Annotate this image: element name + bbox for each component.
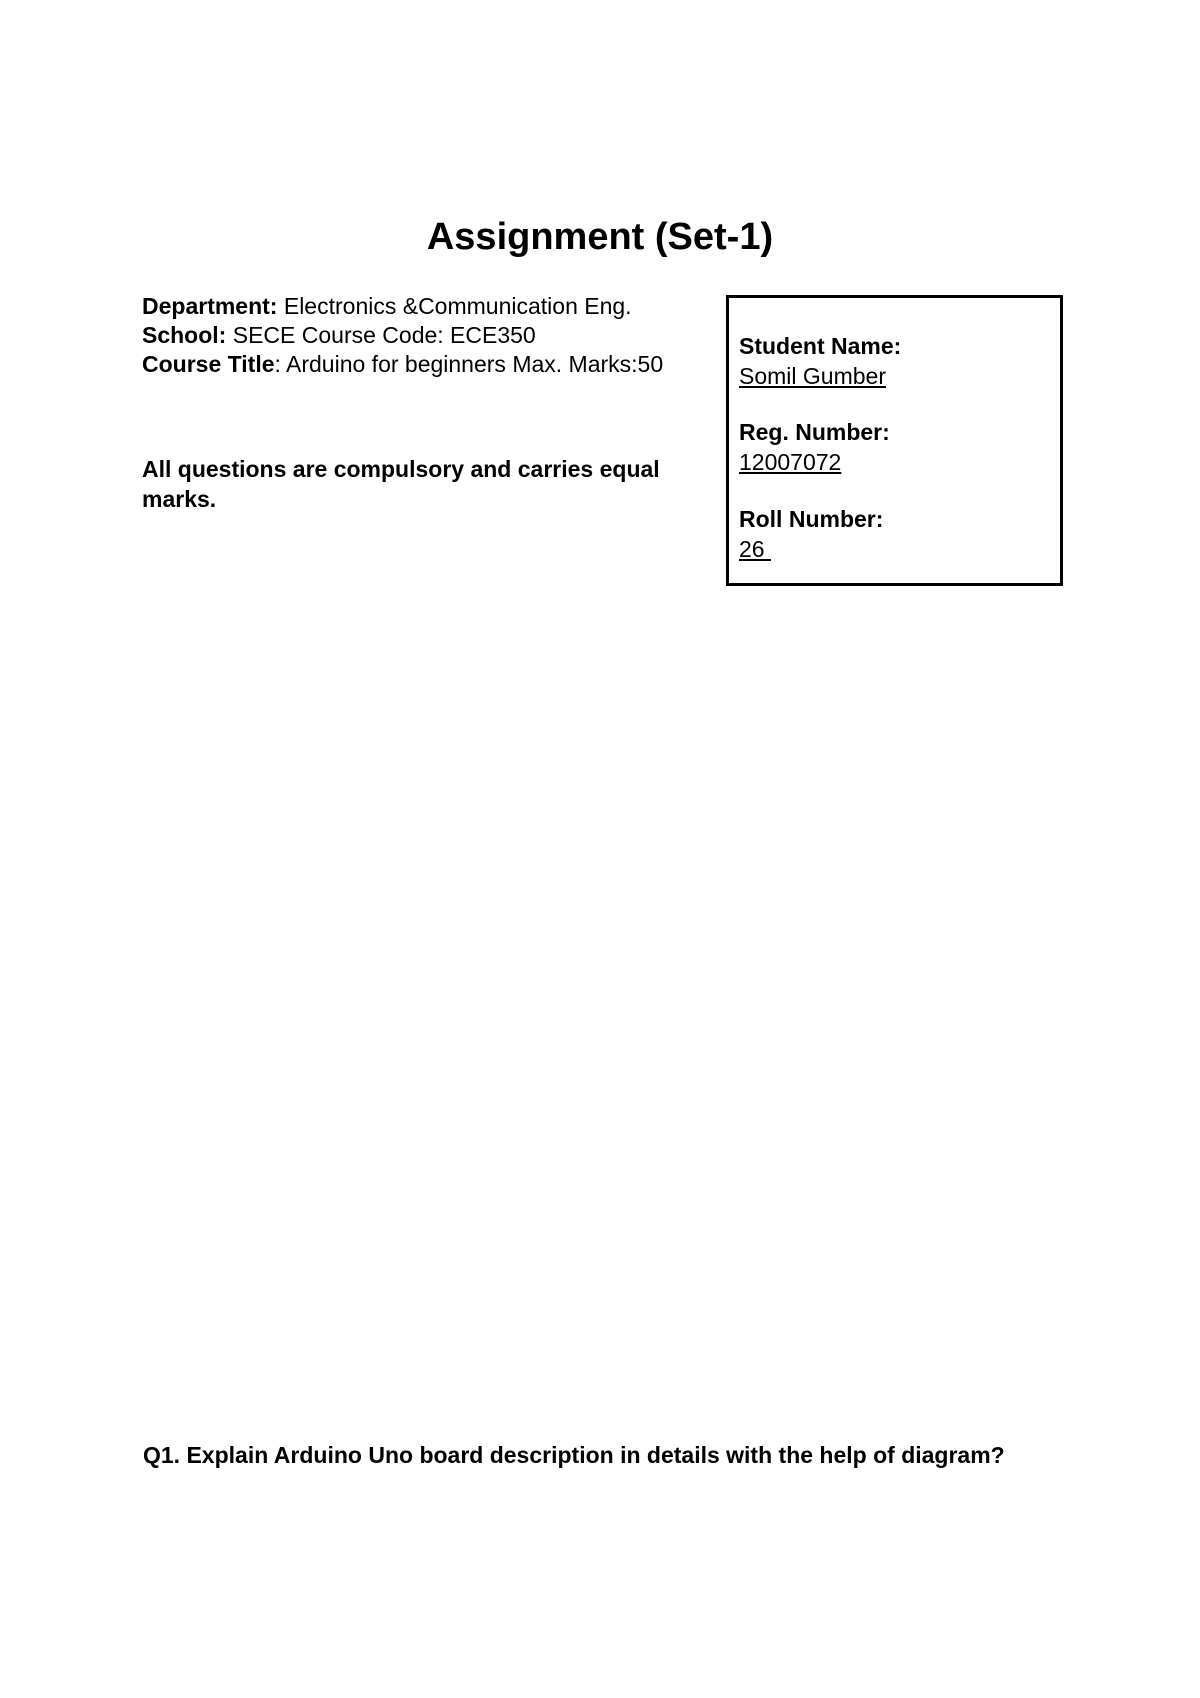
department-label: Department: [142, 293, 278, 319]
school-line [142, 321, 702, 350]
student-name-field [739, 331, 901, 391]
course-title-label: Course Title [142, 351, 275, 377]
reg-number-value: 12007072 [739, 449, 842, 475]
student-name-value: Somil Gumber [739, 363, 886, 389]
course-info [142, 292, 702, 379]
reg-number-field [739, 417, 890, 477]
department-value: Electronics &Communication Eng. [277, 293, 632, 319]
course-title-line [142, 350, 702, 379]
reg-number-label: Reg. Number: [739, 419, 890, 445]
roll-number-label: Roll Number: [739, 506, 884, 532]
page-title: Assignment (Set-1) [426, 216, 774, 258]
course-title-value: : Arduino for beginners Max. Marks:50 [274, 351, 664, 377]
school-value: SECE Course Code: ECE350 [226, 322, 536, 348]
department-line [142, 292, 702, 321]
school-label: School: [142, 322, 227, 348]
student-details-box [726, 295, 1063, 586]
student-name-label: Student Name: [739, 333, 902, 359]
instructions: All questions are compulsory and carries equal marks. [142, 456, 660, 512]
question-1: Q1. Explain Arduino Uno board description in details with the help of diagram? [143, 1442, 1005, 1468]
roll-number-value: 26 [739, 536, 771, 562]
roll-number-field [739, 504, 883, 564]
